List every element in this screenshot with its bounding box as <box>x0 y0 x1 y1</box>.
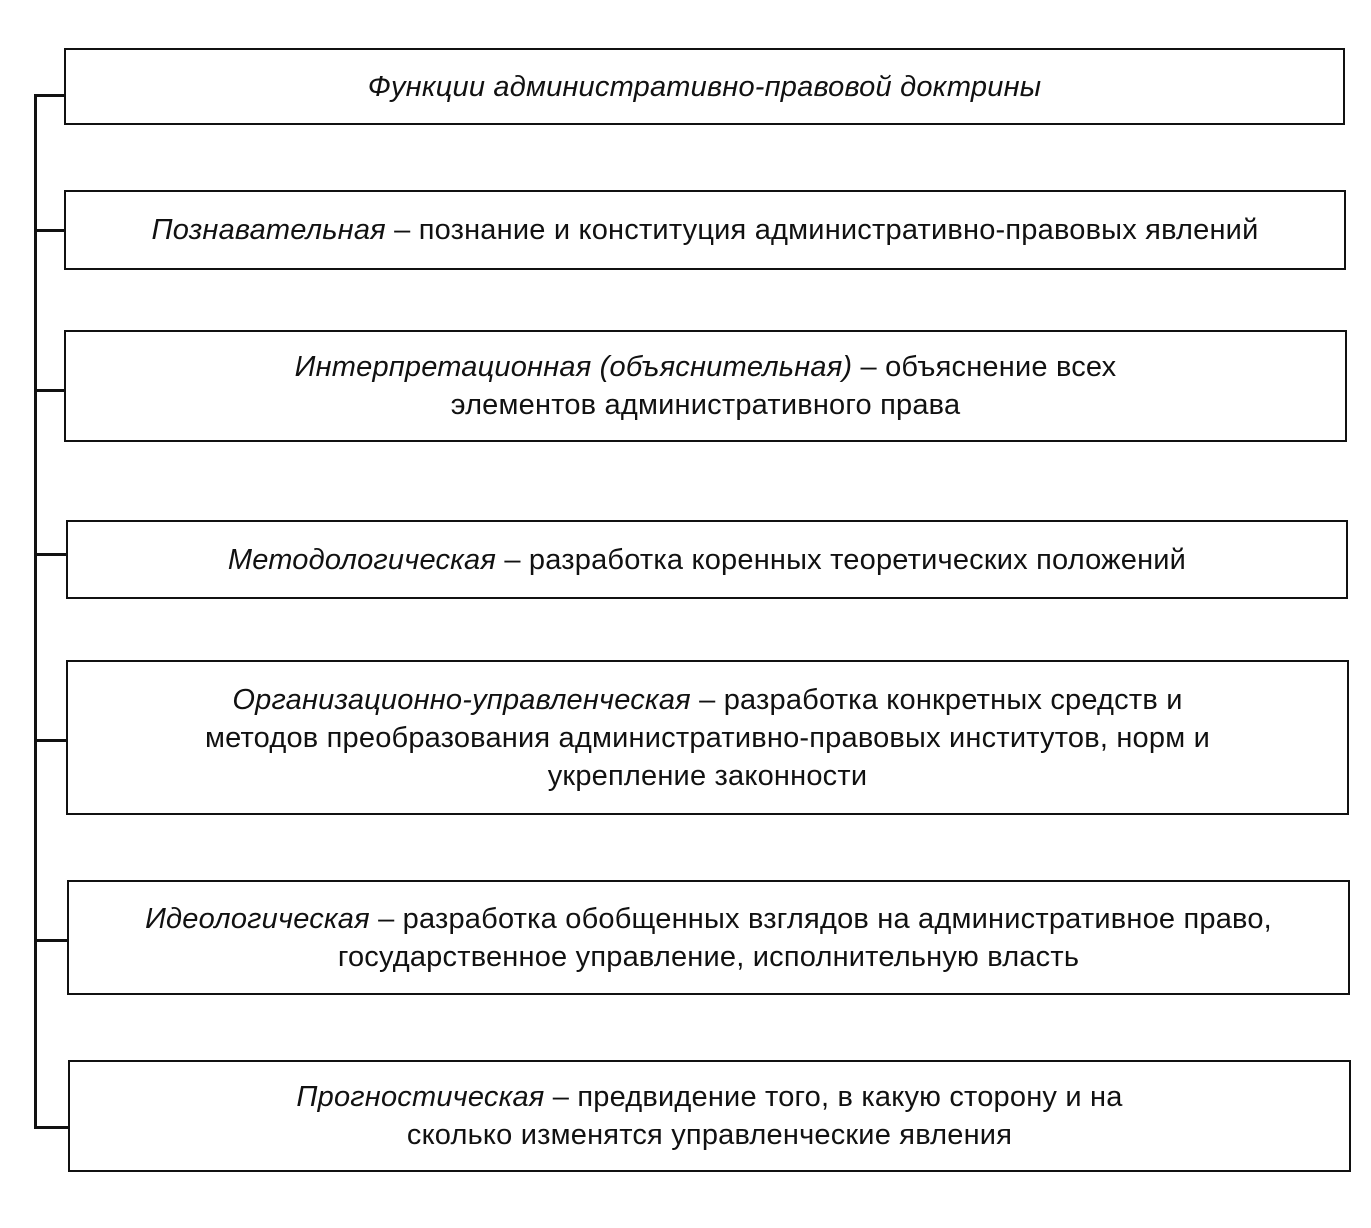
connector-stub-5 <box>34 939 68 942</box>
connector-stub-3 <box>34 553 68 556</box>
function-box-ideological <box>67 880 1350 995</box>
function-description: предвидение того, в какую сторону и на сколько изменятся управленческие явления <box>406 1081 1123 1151</box>
function-description: познание и конституция административно-правовых явлений <box>418 214 1259 246</box>
function-description: разработка обобщенных взглядов на административное право, государственное управление, исполнительную власть <box>337 902 1272 973</box>
connector-spine <box>34 95 37 1129</box>
function-term: Идеологическая <box>145 902 370 935</box>
function-term: Прогностическая <box>296 1081 545 1113</box>
function-term: Методологическая <box>227 543 497 576</box>
title-box <box>64 48 1345 125</box>
function-text: Прогностическая – предвидение того, в какую сторону и на сколько изменятся управленческие явления <box>296 1081 1123 1151</box>
function-text: Идеологическая – разработка обобщенных взглядов на административное право, государственное управление, исполнительную власть <box>145 902 1272 973</box>
function-text: Интерпретационная (объяснительная) – объяснение всех элементов административного права <box>294 351 1117 421</box>
function-term: Интерпретационная (объяснительная) <box>294 351 853 383</box>
function-box-prognostic <box>68 1060 1351 1172</box>
connector-stub-2 <box>34 389 68 392</box>
function-box-organizational <box>66 660 1349 815</box>
function-description: разработка коренных теоретических положений <box>528 543 1187 576</box>
connector-stub-title <box>34 94 68 97</box>
function-term: Организационно-управленческая <box>232 683 691 716</box>
function-description: объяснение всех элементов административного права <box>450 351 1117 421</box>
connector-stub-1 <box>34 229 68 232</box>
function-term: Познавательная <box>151 214 386 246</box>
function-box-interpretive <box>64 330 1347 442</box>
diagram-title: Функции административно-правовой доктрины <box>367 70 1042 103</box>
function-box-methodological <box>66 520 1348 599</box>
connector-stub-4 <box>34 739 68 742</box>
function-text: Познавательная – познание и конституция административно-правовых явлений <box>151 214 1259 246</box>
function-text: Организационно-управленческая – разработка конкретных средств и методов преобразования административно-правовых институтов, норм и укрепление законности <box>204 683 1211 792</box>
function-description: разработка конкретных средств и методов преобразования административно-правовых институтов, норм и укрепление законности <box>204 683 1211 792</box>
function-box-cognitive <box>64 190 1346 270</box>
function-text: Методологическая – разработка коренных теоретических положений <box>227 543 1187 576</box>
connector-stub-6 <box>34 1126 68 1129</box>
